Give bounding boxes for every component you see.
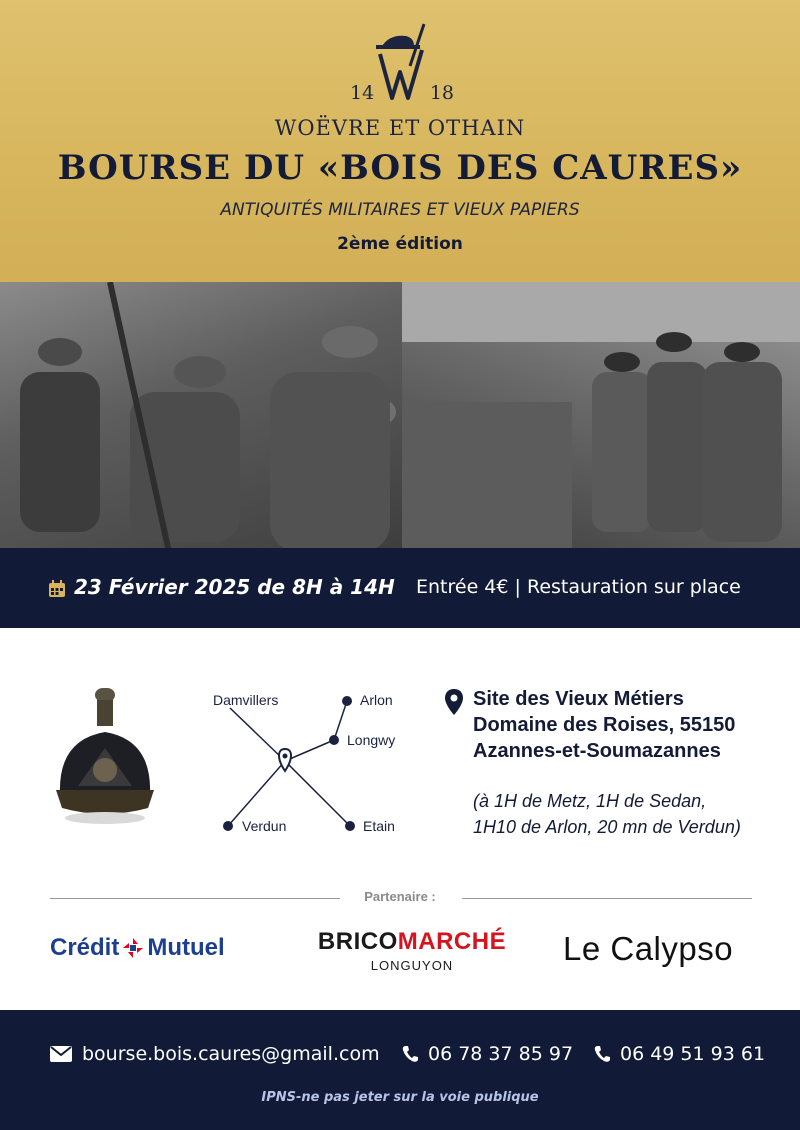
venue-domain: Domaine des Roises, 55150	[473, 714, 736, 736]
map-dot-etain	[345, 821, 355, 831]
email-address[interactable]: bourse.bois.caures@gmail.com	[82, 1043, 380, 1065]
venue-town: Azannes-et-Soumazannes	[473, 740, 721, 762]
venue-distances	[473, 788, 741, 840]
edition-label: 2ème édition	[337, 234, 463, 254]
pickelhaube-helmet-image	[50, 686, 160, 836]
contact-phone-2[interactable]	[594, 1043, 765, 1065]
map-pin-icon	[279, 749, 291, 771]
map-dot-arlon	[342, 696, 352, 706]
footer	[0, 1010, 800, 1130]
email-icon	[50, 1046, 72, 1062]
map-label-longwy: Longwy	[347, 732, 396, 748]
contact-phone-1[interactable]	[402, 1043, 573, 1065]
photo-band	[0, 282, 800, 557]
logo-year-end: 18	[429, 82, 454, 104]
phone-number-2[interactable]: 06 49 51 93 61	[620, 1043, 766, 1065]
credit-mutuel-word-2: Mutuel	[147, 934, 225, 961]
page-title: BOURSE DU «BOIS DES CAURES»	[57, 148, 743, 188]
legal-notice: IPNS-ne pas jeter sur la voie publique	[261, 1090, 539, 1105]
event-date-band	[0, 548, 800, 628]
map-dot-verdun	[223, 821, 233, 831]
credit-mutuel-logo	[50, 934, 225, 962]
map-label-arlon: Arlon	[360, 692, 393, 708]
credit-mutuel-mark-icon	[121, 936, 145, 960]
bricomarche-logo	[312, 928, 512, 973]
distances-line-1: (à 1H de Metz, 1H de Sedan,	[473, 791, 707, 811]
map-label-damvillers: Damvillers	[213, 692, 279, 708]
french-soldiers-trench-photo	[0, 282, 402, 557]
location-map	[205, 683, 435, 843]
organization-name: WOËVRE ET OTHAIN	[274, 116, 526, 140]
map-label-verdun: Verdun	[242, 818, 287, 834]
distances-line-2: 1H10 de Arlon, 20 mn de Verdun)	[473, 817, 741, 837]
map-label-etain: Etain	[363, 818, 395, 834]
event-details: Entrée 4€ | Restauration sur place	[416, 576, 741, 598]
bricomarche-marche: MARCHÉ	[397, 928, 507, 955]
contact-email[interactable]	[50, 1043, 380, 1065]
venue-name: Site des Vieux Métiers	[473, 688, 684, 710]
logo	[340, 20, 460, 110]
info-section	[0, 628, 800, 1010]
venue-address	[473, 686, 735, 764]
bricomarche-brico: BRICO	[317, 928, 398, 955]
logo-year-start: 14	[350, 82, 375, 104]
map-pin-icon	[444, 688, 464, 716]
credit-mutuel-word-1: Crédit	[50, 934, 120, 961]
header-banner	[0, 0, 800, 300]
event-date: 23 Février 2025 de 8H à 14H	[74, 575, 395, 599]
calypso-logo: Le Calypso	[563, 930, 734, 967]
phone-icon	[402, 1045, 418, 1063]
page-subtitle: ANTIQUITÉS MILITAIRES ET VIEUX PAPIERS	[220, 200, 580, 220]
phone-icon	[594, 1045, 610, 1063]
german-soldiers-trench-photo	[402, 282, 800, 557]
map-dot-longwy	[329, 735, 339, 745]
calendar-icon	[48, 580, 66, 598]
bricomarche-location: LONGUYON	[370, 958, 454, 973]
phone-number-1[interactable]: 06 78 37 85 97	[428, 1043, 574, 1065]
partners-label: Partenaire :	[364, 889, 436, 904]
